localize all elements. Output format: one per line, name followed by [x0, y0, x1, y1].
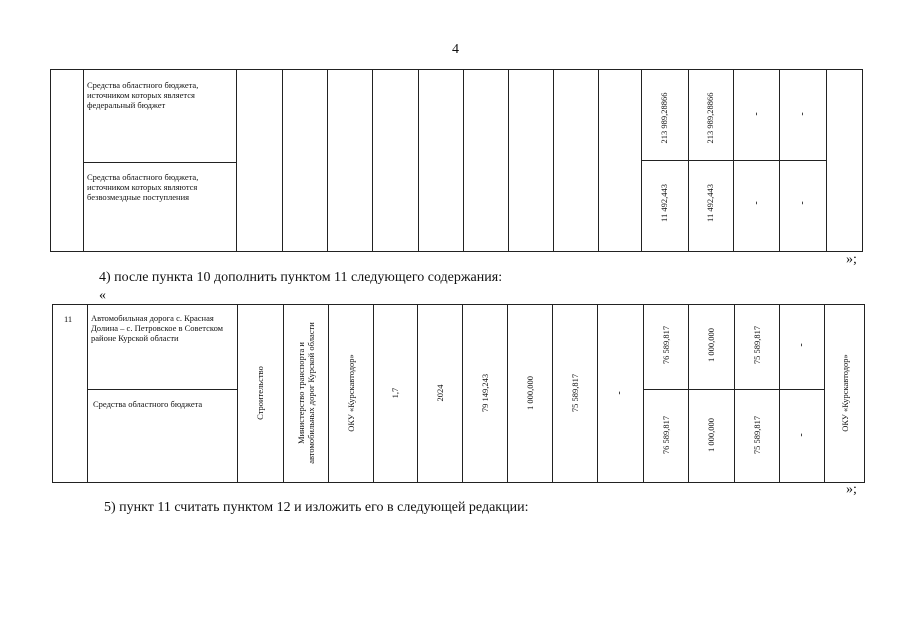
customer-right: ОКУ «Курскавтодор» [840, 354, 850, 432]
value-cell: 76 589,817 [661, 415, 671, 455]
value-cell: - [751, 112, 762, 116]
total-cost: 79 149,243 [480, 373, 490, 413]
value-cell: - [796, 343, 807, 347]
value-cell: 11 492,443 [659, 184, 669, 222]
customer: ОКУ «Курскавтодор» [346, 354, 356, 432]
item-5-text: 5) пункт 11 считать пунктом 12 и изложить его в следующей редакции: [104, 500, 529, 515]
opening-quote: « [99, 288, 106, 303]
closing-quote: »; [846, 482, 857, 497]
value-cell: 1 000,000 [525, 376, 535, 410]
value-cell: 75 589,817 [570, 373, 580, 413]
value-cell: 213 989,28866 [659, 92, 669, 144]
item-number: 11 [64, 314, 73, 324]
value-cell: - [614, 391, 625, 395]
item-4-text: 4) после пункта 10 дополнить пунктом 11 следующего содержания: [99, 270, 503, 285]
page-number: 4 [452, 42, 459, 57]
value-cell: 76 589,817 [661, 325, 671, 365]
value-cell: 213 989,28866 [705, 92, 715, 144]
row-label-federal: Средства областного бюджета, источником которых является федеральный бюджет [87, 80, 199, 110]
closing-quote: »; [846, 252, 857, 267]
value-cell: - [751, 201, 762, 205]
value-cell: 1 000,000 [706, 328, 716, 362]
ministry: Министерство транспорта и автомобильных дорог Курской области [296, 322, 316, 464]
length: 1,7 [390, 387, 400, 399]
budget-label: Средства областного бюджета [93, 399, 203, 409]
value-cell: 1 000,000 [706, 418, 716, 452]
value-cell: - [796, 433, 807, 437]
road-name: Автомобильная дорога с. Красная Долина – с. Петровское в Советском районе Курской области [91, 313, 224, 343]
value-cell: - [797, 201, 808, 205]
value-cell: 75 589,817 [752, 415, 762, 455]
value-cell: 11 492,443 [705, 184, 715, 222]
value-cell: - [797, 112, 808, 116]
year: 2024 [435, 384, 445, 402]
row-label-gratuitous: Средства областного бюджета, источником которых являются безвозмездные поступления [87, 172, 199, 202]
value-cell: 75 589,817 [752, 325, 762, 365]
work-type: Строительство [255, 366, 265, 420]
